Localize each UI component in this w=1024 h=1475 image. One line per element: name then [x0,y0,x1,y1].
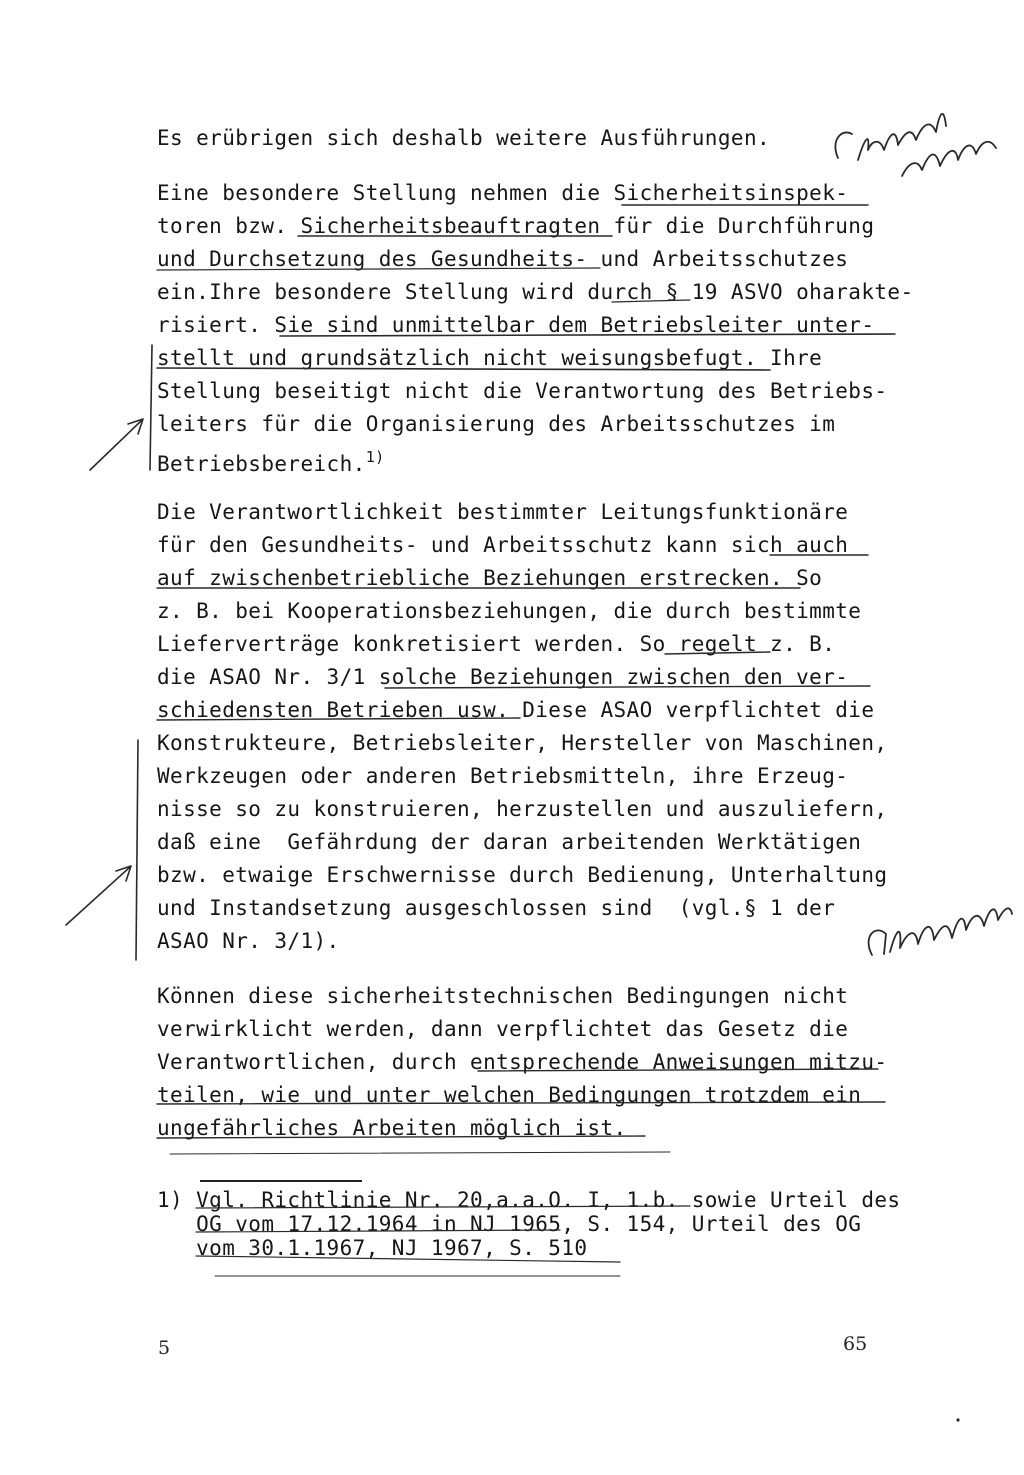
text-line-1: Es erübrigen sich deshalb weitere Ausführungen. [157,126,771,150]
margin-arrow-2 [66,867,130,925]
handwriting-note-top-1 [835,114,946,160]
text-line-10 [157,442,385,476]
page-number-left: 5 [158,1337,171,1359]
text-line-26: verwirklicht werden, dann verpflichtet das Gesetz die [157,1017,849,1041]
margin-bracket-2 [136,740,138,960]
text-line-19: Werkzeugen oder anderen Betriebsmitteln, ihre Erzeug- [157,764,849,788]
footnote-line-1: 1) Vgl. Richtlinie Nr. 20,a.a.O. I, 1.b. sowie Urteil des [157,1188,901,1212]
text-line-8: Stellung beseitigt nicht die Verantwortung des Betriebs- [157,379,888,403]
text-line-5: ein.Ihre besondere Stellung wird durch § 19 ASVO oharakte- [157,280,914,304]
text-line-22: bzw. etwaige Erschwernisse durch Bedienung, Unterhaltung [157,863,888,887]
handwriting-note-bottom [869,908,1012,955]
text-line-28: teilen, wie und unter welchen Bedingungen trotzdem ein [157,1083,862,1107]
handwriting-note-top-2 [902,142,996,176]
text-line-23: und Instandsetzung ausgeschlossen sind (vgl.§ 1 der [157,896,836,920]
text-line-11: Die Verantwortlichkeit bestimmter Leitungsfunktionäre [157,500,849,524]
text-line-6: risiert. Sie sind unmittelbar dem Betriebsleiter unter- [157,313,875,337]
text-line-12: für den Gesundheits- und Arbeitsschutz kann sich auch [157,533,849,557]
text-line-18: Konstrukteure, Betriebsleiter, Hersteller von Maschinen, [157,731,888,755]
footnote-line-2: OG vom 17.12.1964 in NJ 1965, S. 154, Urteil des OG [157,1212,862,1236]
text-line-13: auf zwischenbetriebliche Beziehungen erstrecken. So [157,566,823,590]
page-number-right: 65 [843,1333,868,1355]
text-line-10-content: Betriebsbereich. [157,452,366,476]
text-line-14: z. B. bei Kooperationsbeziehungen, die durch bestimmte [157,599,862,623]
text-line-24: ASAO Nr. 3/1). [157,929,340,953]
text-line-21: daß eine Gefährdung der daran arbeitenden Werktätigen [157,830,862,854]
text-line-29: ungefährliches Arbeiten möglich ist. [157,1116,627,1140]
text-line-25: Können diese sicherheitstechnischen Bedingungen nicht [157,984,849,1008]
text-line-15: Lieferverträge konkretisiert werden. So regelt z. B. [157,632,836,656]
text-line-16: die ASAO Nr. 3/1 solche Beziehungen zwischen den ver- [157,665,849,689]
margin-arrow-1 [90,420,142,470]
margin-bracket-1 [150,345,152,470]
text-line-2: Eine besondere Stellung nehmen die Sicherheitsinspek- [157,181,849,205]
text-line-27: Verantwortlichen, durch entsprechende Anweisungen mitzu- [157,1050,888,1074]
text-line-17: schiedensten Betrieben usw. Diese ASAO verpflichtet die [157,698,875,722]
text-line-4: und Durchsetzung des Gesundheits- und Arbeitsschutzes [157,247,849,271]
footnote-line-3: vom 30.1.1967, NJ 1967, S. 510 [157,1236,588,1260]
text-line-3: toren bzw. Sicherheitsbeauftragten für die Durchführung [157,214,875,238]
text-line-9: leiters für die Organisierung des Arbeitsschutzes im [157,412,836,436]
footnote-marker: 1) [365,448,385,466]
text-line-20: nisse so zu konstruieren, herzustellen und auszuliefern, [157,797,888,821]
text-line-7: stellt und grundsätzlich nicht weisungsbefugt. Ihre [157,346,823,370]
footnote-rule [200,1180,362,1182]
